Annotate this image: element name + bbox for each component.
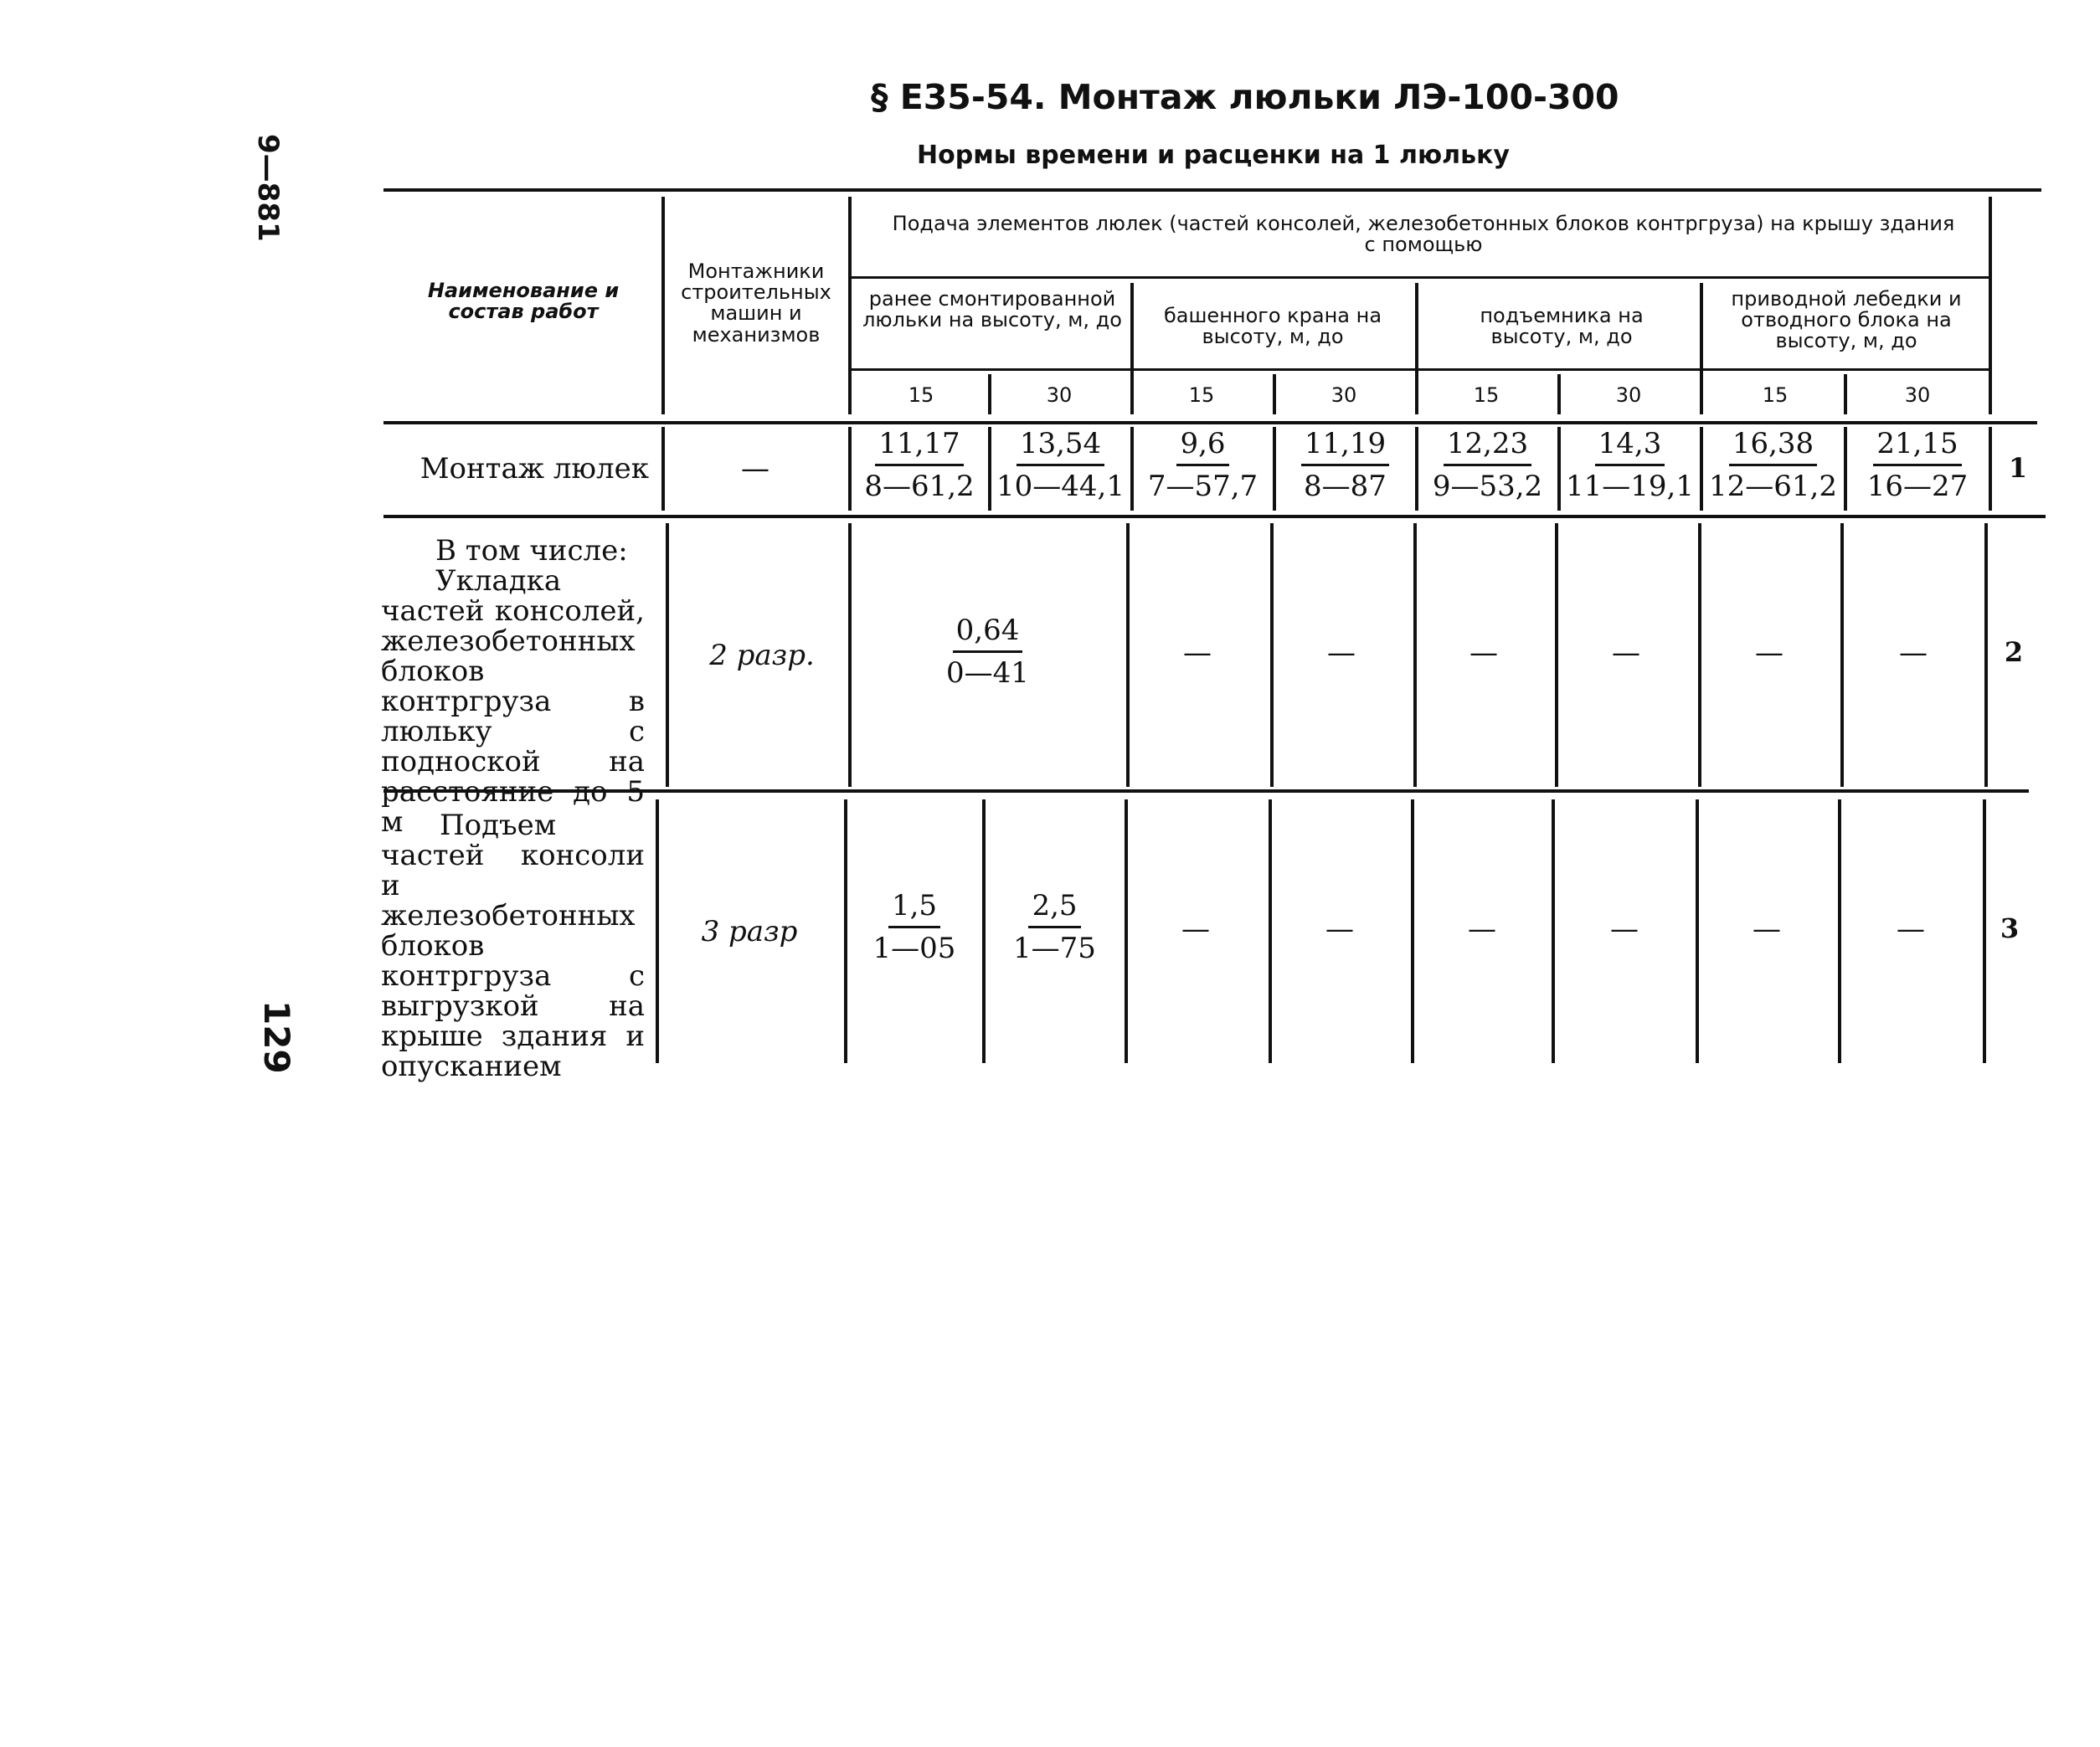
rate-value: 8—61,2 — [864, 470, 975, 503]
row2-dash-2: — — [1327, 636, 1356, 670]
v-r3-i — [1838, 799, 1841, 1063]
norm-value: 14,3 — [1595, 427, 1665, 466]
v-header-1 — [661, 197, 665, 414]
row1-cell-2 — [992, 427, 1129, 503]
rate-value: 1—05 — [872, 932, 956, 965]
v-h-sub-1 — [988, 374, 991, 414]
v-r2-g — [1698, 523, 1701, 787]
v-r1-a — [661, 427, 665, 511]
section-title: § Е35-54. Монтаж люльки ЛЭ-100-300 — [871, 77, 1619, 117]
norm-value: 11,19 — [1301, 427, 1389, 466]
row1-cell-7 — [1704, 427, 1842, 503]
row2-dash-5: — — [1755, 636, 1783, 670]
v-r3-g — [1552, 799, 1555, 1063]
v-r2-c — [1126, 523, 1130, 787]
row1-cell-8 — [1848, 427, 1987, 503]
row2-merged-cell — [852, 614, 1124, 690]
rate-value: 12—61,2 — [1709, 470, 1837, 503]
row3-dash-3: — — [1468, 912, 1496, 946]
v-r1-f — [1415, 427, 1418, 511]
rate-value: 0—41 — [946, 656, 1029, 690]
height-15-c: 15 — [1473, 383, 1500, 407]
height-30-b: 30 — [1331, 383, 1357, 407]
row2-name-intro: В том числе: — [435, 534, 628, 568]
v-r1-i — [1844, 427, 1847, 511]
v-header-2 — [848, 197, 852, 414]
v-r2-h — [1840, 523, 1844, 787]
v-r2-e — [1413, 523, 1417, 787]
row1-workers: — — [741, 452, 769, 486]
v-r3-j — [1983, 799, 1986, 1063]
rate-value: 11—19,1 — [1566, 470, 1694, 503]
height-15-d: 15 — [1762, 383, 1789, 407]
v-r1-g — [1557, 427, 1561, 511]
norm-value: 16,38 — [1729, 427, 1817, 466]
norm-value: 11,17 — [875, 427, 963, 466]
rule-group — [850, 276, 1989, 279]
norm-value: 13,54 — [1017, 427, 1104, 466]
row2-workers: 2 разр. — [709, 639, 815, 672]
row3-name: Подъем частей консоли и железобетонных блоков контргруза с выгрузкой на крыше здания и опусканием — [381, 809, 645, 1083]
row2-dash-3: — — [1469, 636, 1498, 670]
rate-value: 7—57,7 — [1147, 470, 1258, 503]
col-workers-header: Монтажники строительных машин и механизмов — [681, 259, 831, 347]
height-15-b: 15 — [1188, 383, 1215, 407]
subgroup-header-1: ранее смонтированной люльки на высоту, м, до — [862, 287, 1122, 332]
col-name-header: Наименование и состав работ — [427, 279, 620, 324]
row3-number: 3 — [2000, 912, 2020, 944]
row3-dash-5: — — [1753, 912, 1781, 946]
v-r2-a — [666, 523, 669, 787]
v-header-6 — [1989, 197, 1992, 414]
rule-row1 — [383, 515, 2046, 518]
norm-value: 21,15 — [1873, 427, 1961, 466]
rate-value: 1—75 — [1013, 932, 1096, 965]
row1-number: 1 — [2008, 452, 2028, 484]
row3-cell-1 — [847, 889, 981, 965]
norm-value: 9,6 — [1176, 427, 1228, 466]
row1-name: Монтаж люлек — [419, 452, 649, 486]
subgroup-header-2: башенного крана на высоту, м, до — [1163, 304, 1382, 349]
v-r3-e — [1269, 799, 1272, 1063]
height-30-a: 30 — [1046, 383, 1073, 407]
row2-dash-4: — — [1612, 636, 1640, 670]
row2-number: 2 — [2004, 636, 2024, 668]
row3-dash-4: — — [1610, 912, 1639, 946]
v-r3-d — [1125, 799, 1128, 1063]
v-r1-j — [1989, 427, 1992, 511]
row3-cell-2 — [986, 889, 1123, 965]
v-r2-d — [1270, 523, 1274, 787]
v-r3-f — [1411, 799, 1414, 1063]
row1-cell-5 — [1419, 427, 1556, 503]
row1-cell-3 — [1135, 427, 1271, 503]
rate-value: 9—53,2 — [1432, 470, 1543, 503]
row2-dash-1: — — [1183, 636, 1212, 670]
v-r1-c — [988, 427, 991, 511]
v-r1-d — [1130, 427, 1134, 511]
v-r2-i — [1984, 523, 1988, 787]
row3-dash-2: — — [1325, 912, 1354, 946]
row1-cell-1 — [852, 427, 987, 503]
v-r3-a — [656, 799, 659, 1063]
norm-value: 2,5 — [1028, 889, 1080, 928]
v-r2-f — [1555, 523, 1558, 787]
rate-value: 8—87 — [1304, 470, 1387, 503]
subgroup-header-3: подъемника на высоту, м, до — [1480, 304, 1644, 349]
section-subtitle: Нормы времени и расценки на 1 люльку — [917, 141, 1510, 170]
row3-workers: 3 разр — [701, 915, 798, 948]
rate-value: 16—27 — [1866, 470, 1969, 503]
v-h-sub-3 — [1557, 374, 1561, 414]
v-header-3 — [1130, 283, 1134, 414]
document-code: 9—881 — [251, 134, 285, 242]
v-r3-h — [1696, 799, 1699, 1063]
norm-value: 1,5 — [888, 889, 940, 928]
v-header-5 — [1700, 283, 1703, 414]
row1-cell-6 — [1562, 427, 1698, 503]
rule-sub — [850, 368, 1989, 371]
v-h-sub-2 — [1273, 374, 1276, 414]
v-r3-c — [982, 799, 986, 1063]
rate-value: 10—44,1 — [996, 470, 1125, 503]
height-30-c: 30 — [1615, 383, 1642, 407]
norm-value: 12,23 — [1444, 427, 1531, 466]
rule-top — [383, 188, 2041, 192]
height-15-a: 15 — [908, 383, 934, 407]
row1-cell-4 — [1277, 427, 1413, 503]
v-header-4 — [1415, 283, 1418, 414]
row2-dash-6: — — [1899, 636, 1928, 670]
v-r1-e — [1273, 427, 1276, 511]
row2-name: Укладка частей консолей, железобетонных блоков контргруза в люльку с подноской на расстояние до 5 м — [381, 564, 645, 839]
height-30-d: 30 — [1904, 383, 1931, 407]
v-r1-h — [1700, 427, 1703, 511]
rule-header-bottom — [383, 421, 2037, 424]
page-number: 129 — [256, 1000, 297, 1074]
group-header: Подача элементов люлек (частей консолей, железобетонных блоков контргруза) на крышу здания с помощью — [892, 212, 1955, 257]
v-h-sub-4 — [1844, 374, 1847, 414]
row3-dash-6: — — [1897, 912, 1925, 946]
norm-value: 0,64 — [953, 614, 1023, 653]
subgroup-header-4: приводной лебедки и отводного блока на высоту, м, до — [1731, 287, 1962, 353]
row3-dash-1: — — [1181, 912, 1210, 946]
